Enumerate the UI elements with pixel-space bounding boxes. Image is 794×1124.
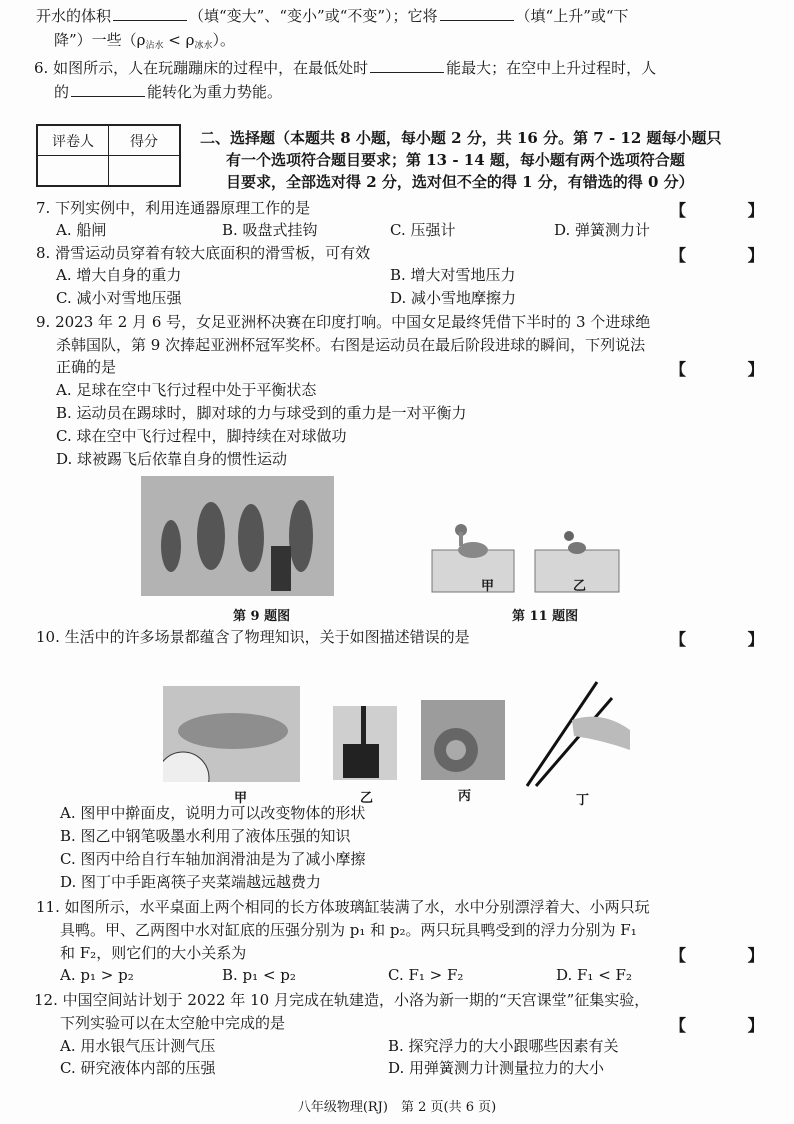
q9-stem: 9. 2023 年 2 月 6 号，女足亚洲杯决赛在印度打响。中国女足最终凭借下半时的 3 个进球绝 bbox=[36, 313, 651, 331]
text: 降”）一些（ρ bbox=[54, 31, 146, 49]
q10-option-b: B. 图乙中钢笔吸墨水利用了液体压强的知识 bbox=[60, 827, 351, 845]
q11-option-d: D. F₁ < F₂ bbox=[556, 966, 632, 984]
q9-option-d: D. 球被踢飞后依靠自身的惯性运动 bbox=[56, 450, 288, 468]
q7-option-d: D. 弹簧测力计 bbox=[554, 221, 651, 239]
score-table bbox=[36, 124, 181, 187]
q6-line2 bbox=[54, 82, 282, 102]
q11-stem: 和 F₂，则它们的大小关系为 bbox=[60, 944, 247, 962]
answer-bracket[interactable]: 【 】 bbox=[670, 246, 792, 265]
answer-blank[interactable] bbox=[440, 6, 514, 21]
figure-11-label-jia: 甲 bbox=[481, 579, 495, 594]
q8-stem: 8. 滑雪运动员穿着有较大底面积的滑雪板，可有效 bbox=[36, 244, 371, 262]
q12-stem: 下列实验可以在太空舱中完成的是 bbox=[60, 1014, 286, 1032]
grader-cell[interactable] bbox=[37, 156, 109, 187]
q8-option-a: A. 增大自身的重力 bbox=[56, 266, 182, 284]
subscript: 冰水 bbox=[194, 41, 213, 51]
figure-10-label-ding: 丁 bbox=[576, 793, 590, 808]
q11-option-b: B. p₁ < p₂ bbox=[222, 966, 296, 984]
text: 的 bbox=[54, 83, 70, 101]
answer-bracket[interactable]: 【 】 bbox=[670, 630, 792, 649]
answer-bracket[interactable]: 【 】 bbox=[670, 360, 792, 379]
q12-option-a: A. 用水银气压计测气压 bbox=[60, 1037, 216, 1055]
answer-blank[interactable] bbox=[113, 6, 187, 21]
q5-line1 bbox=[36, 6, 629, 26]
q9-option-b: B. 运动员在踢球时，脚对球的力与球受到的重力是一对平衡力 bbox=[56, 404, 467, 422]
figure-11-label-yi: 乙 bbox=[573, 579, 587, 594]
answer-blank[interactable] bbox=[71, 82, 145, 97]
q9-option-c: C. 球在空中飞行过程中，脚持续在对球做功 bbox=[56, 427, 347, 445]
q10-option-a: A. 图甲中擀面皮，说明力可以改变物体的形状 bbox=[60, 804, 366, 822]
figure-10-chopsticks bbox=[522, 680, 632, 790]
figure-10-label-jia: 甲 bbox=[234, 791, 248, 806]
soccer-players-image bbox=[141, 476, 334, 596]
answer-bracket[interactable]: 【 】 bbox=[670, 946, 792, 965]
section-heading: 二、选择题（本题共 8 小题，每小题 2 分，共 16 分。第 7 - 12 题每小题只 bbox=[200, 129, 722, 147]
q7-option-a: A. 船闸 bbox=[56, 221, 107, 239]
text: < ρ bbox=[163, 31, 195, 49]
figure-9-caption: 第 9 题图 bbox=[233, 609, 291, 624]
q11-option-c: C. F₁ > F₂ bbox=[388, 966, 464, 984]
q9-stem: 杀韩国队，第 9 次捧起亚洲杯冠军奖杯。右图是运动员在最后阶段进球的瞬间，下列说法 bbox=[56, 336, 646, 354]
rolling-dough-image bbox=[163, 686, 300, 782]
subscript: 沾水 bbox=[145, 41, 164, 51]
q12-option-c: C. 研究液体内部的压强 bbox=[60, 1059, 216, 1077]
text: （填“上升”或“下 bbox=[515, 7, 629, 25]
text: 能最大；在空中上升过程时，人 bbox=[446, 59, 657, 77]
section-instructions: 目要求，全部选对得 2 分，选对但不全的得 1 分，有错选的得 0 分） bbox=[226, 173, 694, 191]
q8-option-d: D. 减小雪地摩擦力 bbox=[390, 289, 517, 307]
figure-10-bicycle-oil bbox=[421, 700, 505, 780]
section-instructions: 有一个选项符合题目要求；第 13 - 14 题，每小题有两个选项符合题 bbox=[226, 151, 685, 169]
grader-header: 评卷人 bbox=[37, 125, 109, 156]
q10-option-d: D. 图丁中手距离筷子夹菜端越远越费力 bbox=[60, 873, 322, 891]
figure-10-label-yi: 乙 bbox=[360, 791, 374, 806]
bicycle-lubrication-image bbox=[421, 700, 505, 780]
text: 开水的体积 bbox=[36, 7, 112, 25]
q9-option-a: A. 足球在空中飞行过程中处于平衡状态 bbox=[56, 381, 317, 399]
q9-stem: 正确的是 bbox=[56, 358, 117, 376]
tanks-with-ducks-image bbox=[425, 510, 625, 600]
figure-10-pen-ink bbox=[333, 706, 397, 780]
score-cell[interactable] bbox=[109, 156, 181, 187]
q7-option-c: C. 压强计 bbox=[390, 221, 456, 239]
q5-line2 bbox=[54, 30, 235, 56]
page-footer: 八年级物理(RJ) 第 2 页(共 6 页) bbox=[297, 1100, 497, 1115]
q10-stem: 10. 生活中的许多场景都蕴含了物理知识，关于如图描述错误的是 bbox=[36, 628, 470, 646]
figure-11-caption: 第 11 题图 bbox=[512, 609, 579, 624]
text: （填“变大”、“变小”或“不变”）；它将 bbox=[189, 7, 438, 25]
q12-option-b: B. 探究浮力的大小跟哪些因素有关 bbox=[388, 1037, 619, 1055]
text: ）。 bbox=[212, 31, 235, 49]
score-header: 得分 bbox=[109, 125, 181, 156]
answer-bracket[interactable]: 【 】 bbox=[670, 1016, 792, 1035]
q12-stem: 12. 中国空间站计划于 2022 年 10 月完成在轨建造，小洛为新一期的“天宫课堂”征集实验， bbox=[34, 991, 650, 1009]
q11-stem: 具鸭。甲、乙两图中水对缸底的压强分别为 p₁ 和 p₂。两只玩具鸭受到的浮力分别为 F₁ bbox=[60, 921, 637, 939]
q11-option-a: A. p₁ > p₂ bbox=[60, 966, 134, 984]
answer-blank[interactable] bbox=[370, 58, 444, 73]
q12-option-d: D. 用弹簧测力计测量拉力的大小 bbox=[388, 1059, 605, 1077]
text: 6. 如图所示，人在玩蹦蹦床的过程中，在最低处时 bbox=[34, 59, 369, 77]
text: 能转化为重力势能。 bbox=[147, 83, 283, 101]
q7-option-b: B. 吸盘式挂钩 bbox=[222, 221, 318, 239]
q10-option-c: C. 图丙中给自行车轴加润滑油是为了减小摩擦 bbox=[60, 850, 366, 868]
q6-line1 bbox=[34, 58, 656, 78]
q8-option-c: C. 减小对雪地压强 bbox=[56, 289, 182, 307]
figure-10-label-bing: 丙 bbox=[458, 789, 472, 804]
q11-stem: 11. 如图所示，水平桌面上两个相同的长方体玻璃缸装满了水，水中分别漂浮着大、小两只玩 bbox=[36, 898, 650, 916]
pen-and-ink-bottle-image bbox=[333, 706, 397, 780]
q8-option-b: B. 增大对雪地压力 bbox=[390, 266, 516, 284]
answer-bracket[interactable]: 【 】 bbox=[670, 201, 792, 220]
q7-stem: 7. 下列实例中，利用连通器原理工作的是 bbox=[36, 199, 311, 217]
figure-10-rolling-dough bbox=[163, 686, 300, 782]
figure-9-soccer-photo bbox=[141, 476, 334, 596]
